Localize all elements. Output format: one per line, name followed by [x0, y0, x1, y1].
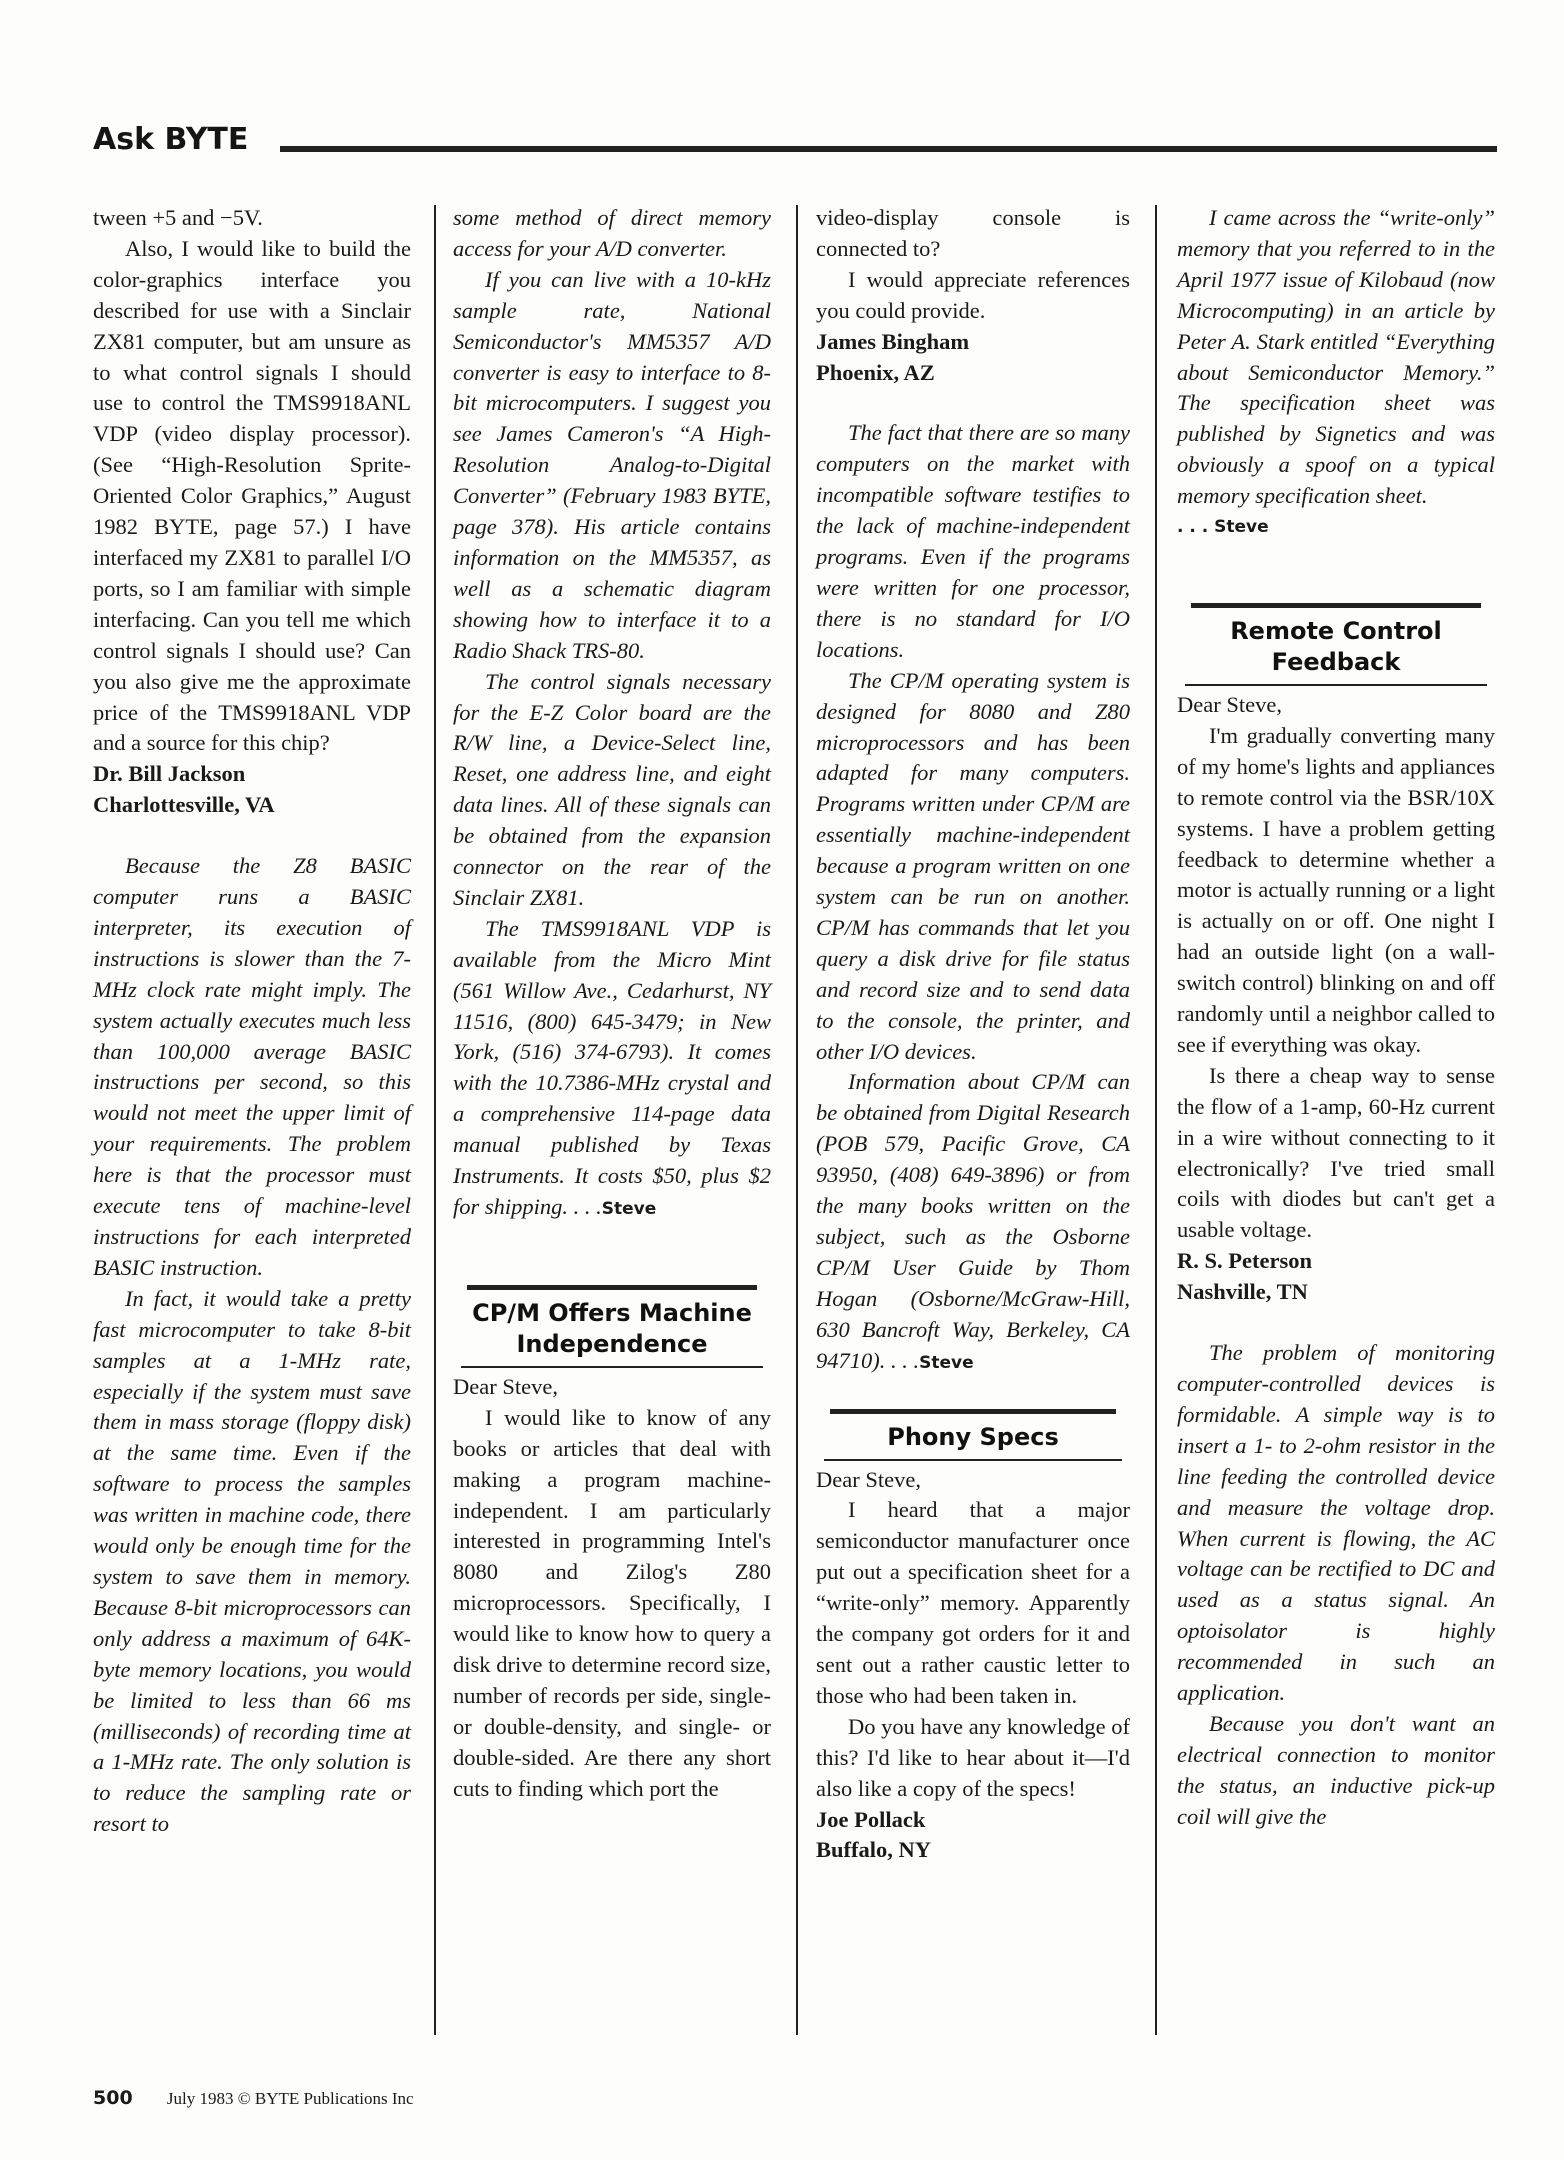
salutation: Dear Steve,	[1177, 691, 1282, 717]
answer-text: Because you don't want an electrical connection to monitor the status, an inductive pick-up coil will give the	[1177, 1710, 1495, 1829]
heading-cpm: CP/M Offers Machine Independence	[472, 1298, 752, 1358]
answer-text: The CP/M operating system is designed for 8080 and Z80 microprocessors and has been adapted for many computers. Programs written under CP/M are essentially machine-independent because a program written on one system can be run on another. CP/M has commands that let you query a disk drive for file status and record size and to send data to the console, the printer, and other I/O devices.	[816, 667, 1130, 1064]
answer-text: The problem of monitoring computer-controlled devices is formidable. A simple way is to insert a 1- to 2-ohm resistor in the line feeding the controlled device and measure the voltage drop. When current is flowing, the AC voltage can be rectified to DC and used as a status signal. An optoisolator is highly recommended in such an application.	[1177, 1340, 1495, 1706]
signature-place: Buffalo, NY	[816, 1837, 932, 1863]
answer-text: The fact that there are so many computers on the market with incompatible software testifies to the lack of machine-independent programs. Even if the programs were written for one processor, there is no standard for I/O locations.	[816, 420, 1130, 662]
answer-text: some method of direct memory access for your A/D converter.	[453, 205, 771, 261]
heading-remote-control: Remote Control Feedback	[1230, 616, 1442, 676]
page-number: 500	[93, 2087, 133, 2109]
letter-text: I heard that a major semiconductor manufacturer once put out a specification sheet for a “write-only” memory. Apparently the company got orders for it and sent out a rather caustic letter to those who had been taken in.	[816, 1497, 1130, 1708]
letter-text: video-display console is connected to?	[816, 205, 1130, 261]
letter-text: Do you have any knowledge of this? I'd like to hear about it—I'd also like a copy of the specs!	[816, 1713, 1130, 1801]
column-4	[1177, 203, 1495, 1833]
article-heading	[820, 1409, 1126, 1461]
answer-signature: Steve	[919, 1352, 974, 1373]
letter-text: tween +5 and −5V.	[93, 205, 263, 230]
header-rule	[280, 146, 1497, 152]
column-2	[453, 203, 771, 1805]
letter-text: I would like to know of any books or articles that deal with making a program machine-independent. I am particularly interested in programming Intel's 8080 and Zilog's Z80 microprocessors. Specifically, I would like to know how to query a disk drive to determine record size, number of records per side, single- or double-density, and single- or double-sided. Are there any short cuts to finding which port the	[453, 1404, 771, 1801]
signature-name: R. S. Peterson	[1177, 1248, 1312, 1274]
column-divider	[1155, 205, 1157, 2035]
answer-text: If you can live with a 10-kHz sample rate, National Semiconductor's MM5357 A/D converter is easy to interface to 8-bit microcomputers. I suggest you see James Cameron's “A High-Resolution Analog-to-Digital Converter” (February 1983 BYTE, page 378). His article contains information on the MM5357, as well as a schematic diagram showing how to interface it to a Radio Shack TRS-80.	[453, 266, 771, 663]
signature-name: Joe Pollack	[816, 1806, 926, 1832]
column-divider	[796, 205, 798, 2035]
article-heading	[457, 1285, 767, 1368]
answer-text: Because the Z8 BASIC computer runs a BASIC interpreter, its execution of instructions is slower than the 7-MHz clock rate might imply. The system actually executes much less than 100,000 average BASIC instructions per second, so this would not meet the upper limit of your requirements. The problem here is that the processor must execute tens of machine-level instructions for each interpreted BASIC instruction.	[93, 853, 411, 1280]
signature-place: Phoenix, AZ	[816, 359, 935, 385]
column-divider	[434, 205, 436, 2035]
signature-name: Dr. Bill Jackson	[93, 761, 246, 787]
signature-place: Nashville, TN	[1177, 1279, 1308, 1305]
page-footer	[93, 2087, 414, 2109]
letter-text: Is there a cheap way to sense the flow of a 1-amp, 60-Hz current in a wire without connecting to it electronically? I've tried small coils with diodes but can't get a usable voltage.	[1177, 1062, 1495, 1243]
answer-text: Information about CP/M can be obtained from Digital Research (POB 579, Pacific Grove, CA 93950, (408) 649-3896) or from the many books written on the subject, such as the Osborne CP/M User Guide by Thom Hogan (Osborne/McGraw-Hill, 630 Bancroft Way, Berkeley, CA 94710). . . .Steve	[816, 1069, 1130, 1373]
salutation: Dear Steve,	[453, 1373, 558, 1399]
salutation: Dear Steve,	[816, 1466, 921, 1492]
answer-signature: . . . Steve	[1177, 517, 1269, 538]
answer-text: In fact, it would take a pretty fast microcomputer to take 8-bit samples at a 1-MHz rate, especially if the system must save them in mass storage (floppy disk) at the same time. Even if the software to process the samples was written in machine code, there would only be enough time for the system to save them in memory. Because 8-bit microprocessors can only address a maximum of 64K-byte memory locations, you would be limited to less than 66 ms (milliseconds) of recording time at a 1-MHz rate. The only solution is to reduce the sampling rate or resort to	[93, 1285, 411, 1837]
column-1	[93, 203, 411, 1840]
footer-credit: July 1983 © BYTE Publications Inc	[166, 2089, 414, 2108]
section-title: Ask BYTE	[93, 122, 249, 157]
article-heading	[1181, 603, 1491, 686]
letter-text: I'm gradually converting many of my home's lights and appliances to remote control via the BSR/10X systems. I have a problem getting feedback to determine whether a motor is actually running or a light is actually on or off. One night I had an outside light (on a wall-switch control) blinking on and off randomly until a neighbor called to see if everything was okay.	[1177, 722, 1495, 1057]
signature-name: James Bingham	[816, 328, 970, 354]
answer-text: The TMS9918ANL VDP is available from the Micro Mint (561 Willow Ave., Cedarhurst, NY 11516, (800) 645-3479; in New York, (516) 374-6793). It comes with the 10.7386-MHz crystal and a comprehensive 114-page data manual published by Texas Instruments. It costs $50, plus $2 for shipping. . . .Steve	[453, 915, 771, 1219]
letter-text: Also, I would like to build the color-graphics interface you described for use with a Sinclair ZX81 computer, but am unsure as to what control signals I should use to control the TMS9918ANL VDP (video display processor). (See “High-Resolution Sprite-Oriented Color Graphics,” August 1982 BYTE, page 57.) I have interfaced my ZX81 to parallel I/O ports, so I am familiar with simple interfacing. Can you tell me which control signals I should use? Can you also give me the approximate price of the TMS9918ANL VDP and a source for this chip?	[93, 235, 411, 756]
answer-text: The control signals necessary for the E-Z Color board are the R/W line, a Device-Select line, Reset, one address line, and eight data lines. All of these signals can be obtained from the expansion connector on the rear of the Sinclair ZX81.	[453, 668, 771, 910]
letter-text: I would appreciate references you could provide.	[816, 266, 1130, 323]
answer-text: I came across the “write-only” memory that you referred to in the April 1977 issue of Kilobaud (now Microcomputing) in an article by Peter A. Stark entitled “Everything about Semiconductor Memory.” The specification sheet was published by Signetics and was obviously a spoof on a typical memory specification sheet.	[1177, 205, 1495, 509]
column-3	[816, 203, 1130, 1866]
heading-phony-specs: Phony Specs	[887, 1422, 1059, 1451]
answer-signature: Steve	[601, 1199, 657, 1219]
page-header	[93, 120, 1497, 160]
signature-place: Charlottesville, VA	[93, 792, 275, 818]
